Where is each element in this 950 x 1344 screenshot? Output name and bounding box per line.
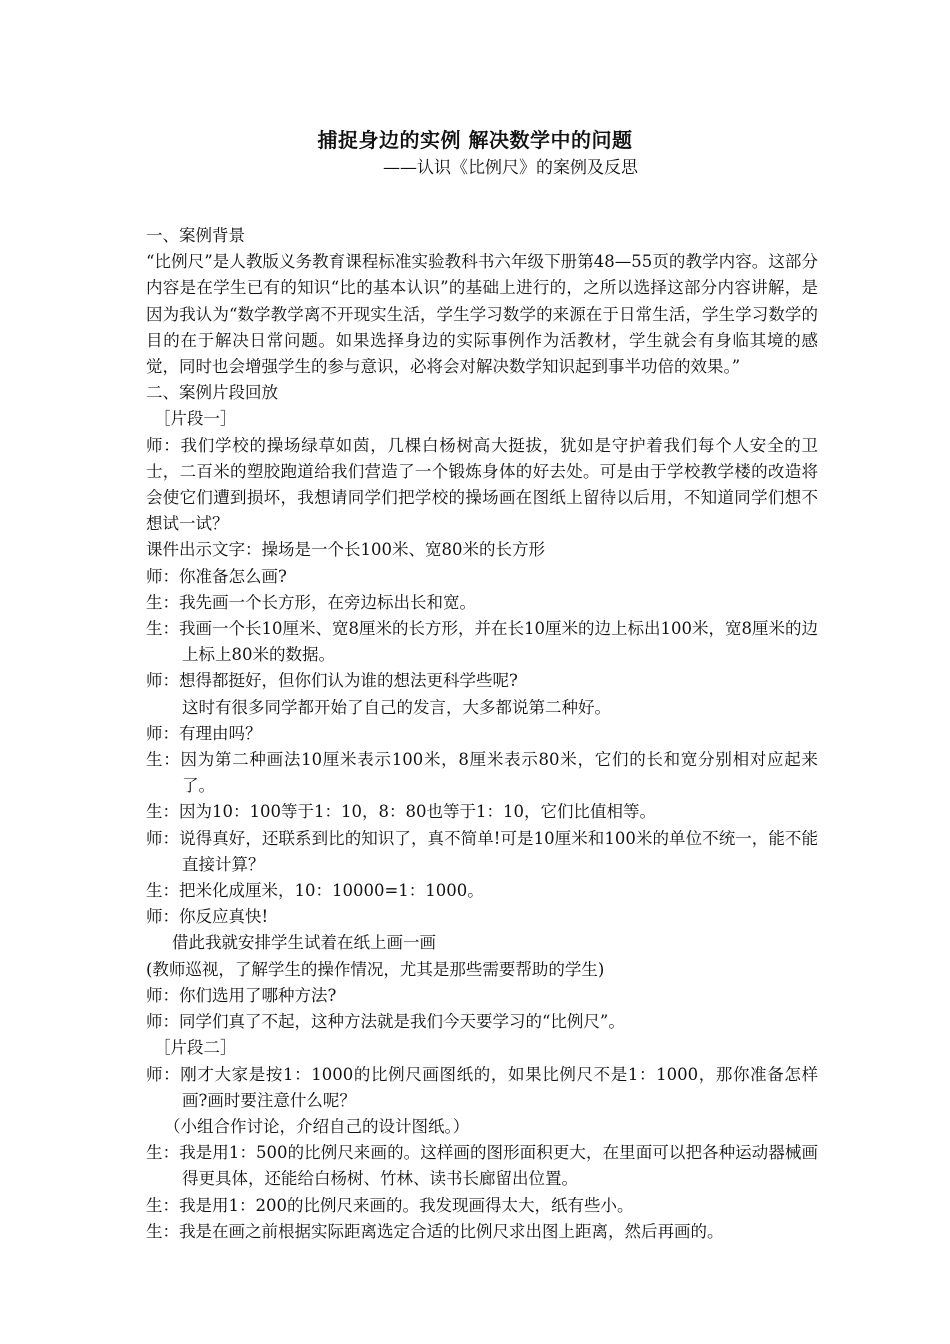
dialogue-line: 师：同学们真了不起，这种方法就是我们今天要学习的“比例尺”。 <box>146 1012 625 1032</box>
section-heading-background: 一、案例背景 <box>146 226 245 245</box>
page-title: 捕捉身边的实例 解决数学中的问题 <box>317 128 633 152</box>
dialogue-line: 生：我先画一个长方形，在旁边标出长和宽。 <box>146 592 476 612</box>
dialogue-line: 师：我们学校的操场绿草如茵，几棵白杨树高大挺拔，犹如是守护着我们每个人安全的卫士，二百米的塑胶跑道给我们营造了一个锻炼身体的好去处。可是由于学校教学楼的改造将会使它们遭到损坏，我想请同学们把学校的操场画在图纸上留待以后用，不知道同学们想不想试一试？ <box>146 435 818 534</box>
dialogue-line: 师：有理由吗？ <box>146 723 262 743</box>
page-subtitle: ——认识《比例尺》的案例及反思 <box>383 158 638 178</box>
dialogue-line: 师：刚才大家是按1：1000的比例尺画图纸的，如果比例尺不是1：1000，那你准备怎样画?画时要注意什么呢？ <box>146 1064 818 1110</box>
dialogue-line: 生：我是用1：500的比例尺来画的。这样画的图形面积更大，在里面可以把各种运动器械画得更具体，还能给白杨树、竹林、读书长廊留出位置。 <box>146 1143 818 1189</box>
dialogue-line: 师：想得都挺好，但你们认为谁的想法更科学些呢? <box>146 671 518 691</box>
dialogue-line: 师：说得真好，还联系到比的知识了，真不简单!可是10厘米和100米的单位不统一，能不能直接计算？ <box>146 828 818 874</box>
narration-line: 这时有很多同学都开始了自己的发言，大多都说第二种好。 <box>182 697 611 717</box>
dialogue-line: 生：我画一个长10厘米、宽8厘米的长方形，并在长10厘米的边上标出100米，宽8厘米的边上标上80米的数据。 <box>146 619 818 665</box>
fragment-one-label: ［片段一］ <box>154 409 237 429</box>
dialogue-line: 生：把米化成厘米，10：10000=1：1000。 <box>146 881 484 901</box>
dialogue-line: 生：我是在画之前根据实际距离选定合适的比例尺求出图上距离，然后再画的。 <box>146 1221 724 1241</box>
narration-line: （小组合作讨论，介绍自己的设计图纸。） <box>164 1116 470 1136</box>
document-body <box>146 223 818 1245</box>
dialogue-line: 师：你们选用了哪种方法? <box>146 985 337 1005</box>
fragment-two-label: ［片段二］ <box>154 1038 237 1058</box>
narration-line: (教师巡视，了解学生的操作情况，尤其是那些需要帮助的学生) <box>146 959 605 979</box>
dialogue-line: 师：你反应真快! <box>146 907 269 927</box>
dialogue-line: 生：因为第二种画法10厘米表示100米，8厘米表示80米，它们的长和宽分别相对应起来了。 <box>146 750 818 796</box>
dialogue-line: 课件出示文字：操场是一个长100米、宽80米的长方形 <box>146 540 545 560</box>
narration-line: 借此我就安排学生试着在纸上画一画 <box>172 933 436 953</box>
dialogue-line: 生：我是用1：200的比例尺来画的。我发现画得太大，纸有些小。 <box>146 1195 634 1215</box>
background-paragraph: “比例尺”是人教版义务教育课程标准实验教科书六年级下册第48—55页的教学内容。这部分内容是在学生已有的知识“比的基本认识”的基础上进行的，之所以选择这部分内容讲解，是因为我认为“数学教学离不开现实生活，学生学习数学的来源在于日常生活，学生学习数学的目的在于解决日常问题。如果选择身边的实际事例作为活教材，学生就会有身临其境的感觉，同时也会增强学生的参与意识，必将会对解决数学知识起到事半功倍的效果。” <box>146 252 818 377</box>
section-heading-replay: 二、案例片段回放 <box>146 383 278 403</box>
dialogue-line: 师：你准备怎么画? <box>146 566 287 586</box>
dialogue-line: 生：因为10：100等于1：10，8：80也等于1：10，它们比值相等。 <box>146 802 656 822</box>
